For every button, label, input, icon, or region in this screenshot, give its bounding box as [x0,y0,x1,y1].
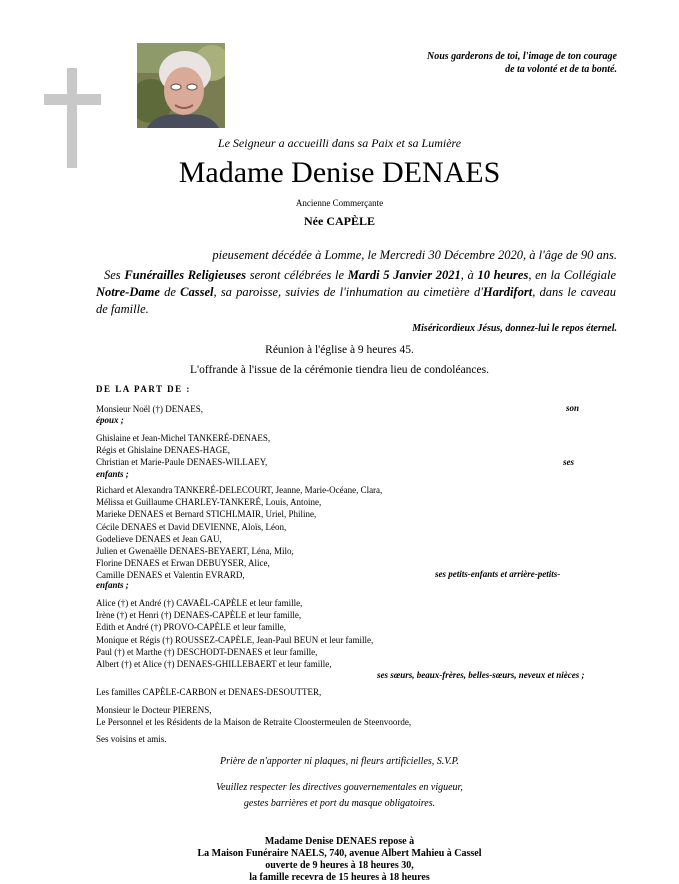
intro-text: Le Seigneur a accueilli dans sa Paix et sa Lumière [217,136,462,150]
relation-spouse-a: son [566,403,580,413]
cross-icon-bar [44,94,101,105]
list-item: Monique et Régis (†) ROUSSEZ-CAPÈLE, Jean-Paul BEUN et leur famille, [96,634,374,645]
relation-children-b: enfants ; [96,469,129,479]
from-heading: DE LA PART DE : [96,384,191,394]
relation-children-a: ses [563,457,574,467]
repose-info [0,836,679,884]
flowers-note: Prière de n'apporter ni plaques, ni fleurs artificielles, S.V.P. [220,756,459,767]
list-item: Le Personnel et les Résidents de la Maison de Retraite Cloostermeulen de Steenvoorde, [96,717,412,728]
list-item: Paul (†) et Marthe (†) DESCHODT-DENAES et leur famille, [96,646,318,657]
relation-grandchildren-a: ses petits-enfants et arrière-petits- [435,569,561,579]
doctor-staff-list [96,704,411,728]
covid-note-line-2: gestes barrières et port du masque obligatoires. [243,798,436,809]
covid-note-line-1: Veuillez respecter les directives gouvernementales en vigueur, [216,782,463,793]
list-item: Camille DENAES et Valentin EVRARD, [96,570,245,581]
list-item: Florine DENAES et Erwan DEBUYSER, Alice, [96,558,270,569]
relation-spouse-b: époux ; [96,415,124,425]
list-item: Ghislaine et Jean-Michel TANKERÉ-DENAES, [96,433,271,443]
repose-line-3: ouverte de 9 heures à 18 heures 30, [265,860,414,871]
families-line: Les familles CAPÈLE-CARBON et DENAES-DESOUTTER, [96,687,322,697]
funeral-paragraph: Ses Funérailles Religieuses seront célébrées le Mardi 5 Janvier 2021, à 10 heures, en la Collégiale Notre-Dame de Cassel, sa paroisse, suivies de l'inhumation au cimetière d'Hardifort, dans le caveau de famille. [96,268,617,316]
list-item: Monsieur Noël (†) DENAES, [96,404,203,414]
family-list-spouse [96,403,203,415]
epitaph-quote [427,50,617,76]
list-item: Mélissa et Guillaume CHARLEY-TANKERÉ, Louis, Antoine, [96,497,322,508]
repose-line-1: Madame Denise DENAES repose à [264,836,415,847]
profession: Ancienne Commerçante [295,198,384,208]
neighbours-line: Ses voisins et amis. [96,734,167,744]
death-notice-line: pieusement décédée à Lomme, le Mercredi 30 Décembre 2020, à l'âge de 90 ans. [212,248,617,262]
list-item: Edith et André (†) PROVO-CAPÈLE et leur famille, [96,622,286,633]
repose-line-2: La Maison Funéraire NAELS, 740, avenue Albert Mahieu à Cassel [197,848,482,859]
relation-grandchildren-b: enfants ; [96,580,129,590]
deceased-name: Madame Denise DENAES [178,156,501,189]
family-list-siblings [96,597,373,670]
quote-line-1: Nous garderons de toi, l'image de ton courage [426,51,617,62]
list-item: Irène (†) et Henri (†) DENAES-CAPÈLE et leur famille, [96,610,302,621]
covid-note [0,780,679,812]
list-item: Richard et Alexandra TANKERÉ-DELECOURT, Jeanne, Marie-Océane, Clara, [96,485,383,495]
cross-icon [67,68,77,168]
list-item: Marieke DENAES et Bernard STICHLMAIR, Uriel, Philine, [96,509,317,520]
meeting-info: Réunion à l'église à 9 heures 45. [265,344,414,356]
maiden-name: Née CAPÈLE [304,214,375,228]
list-item: Régis et Ghislaine DENAES-HAGE, [96,445,230,456]
portrait-photo [137,43,225,128]
list-item: Christian et Marie-Paule DENAES-WILLAEY, [96,457,268,468]
offering-info: L'offrande à l'issue de la cérémonie tiendra lieu de condoléances. [190,364,489,376]
list-item: Monsieur le Docteur PIERENS, [96,705,212,715]
list-item: Cécile DENAES et David DEVIENNE, Aloïs, Léon, [96,521,287,532]
list-item: Julien et Gwenaëlle DENAES-BEYAERT, Léna, Milo, [96,546,294,557]
prayer-line: Miséricordieux Jésus, donnez-lui le repos éternel. [412,323,617,334]
list-item: Alice (†) et André (†) CAVAËL-CAPÈLE et leur famille, [96,598,303,608]
family-list-children [96,432,270,469]
relation-siblings: ses sœurs, beaux-frères, belles-sœurs, neveux et nièces ; [377,670,585,680]
family-list-grandchildren [96,484,382,582]
quote-line-2: de ta volonté et de ta bonté. [505,64,617,75]
repose-line-4: la famille recevra de 15 heures à 18 heures [249,872,430,883]
list-item: Godelieve DENAES et Jean GAU, [96,533,222,544]
list-item: Albert (†) et Alice (†) DENAES-GHILLEBAERT et leur famille, [96,659,332,670]
